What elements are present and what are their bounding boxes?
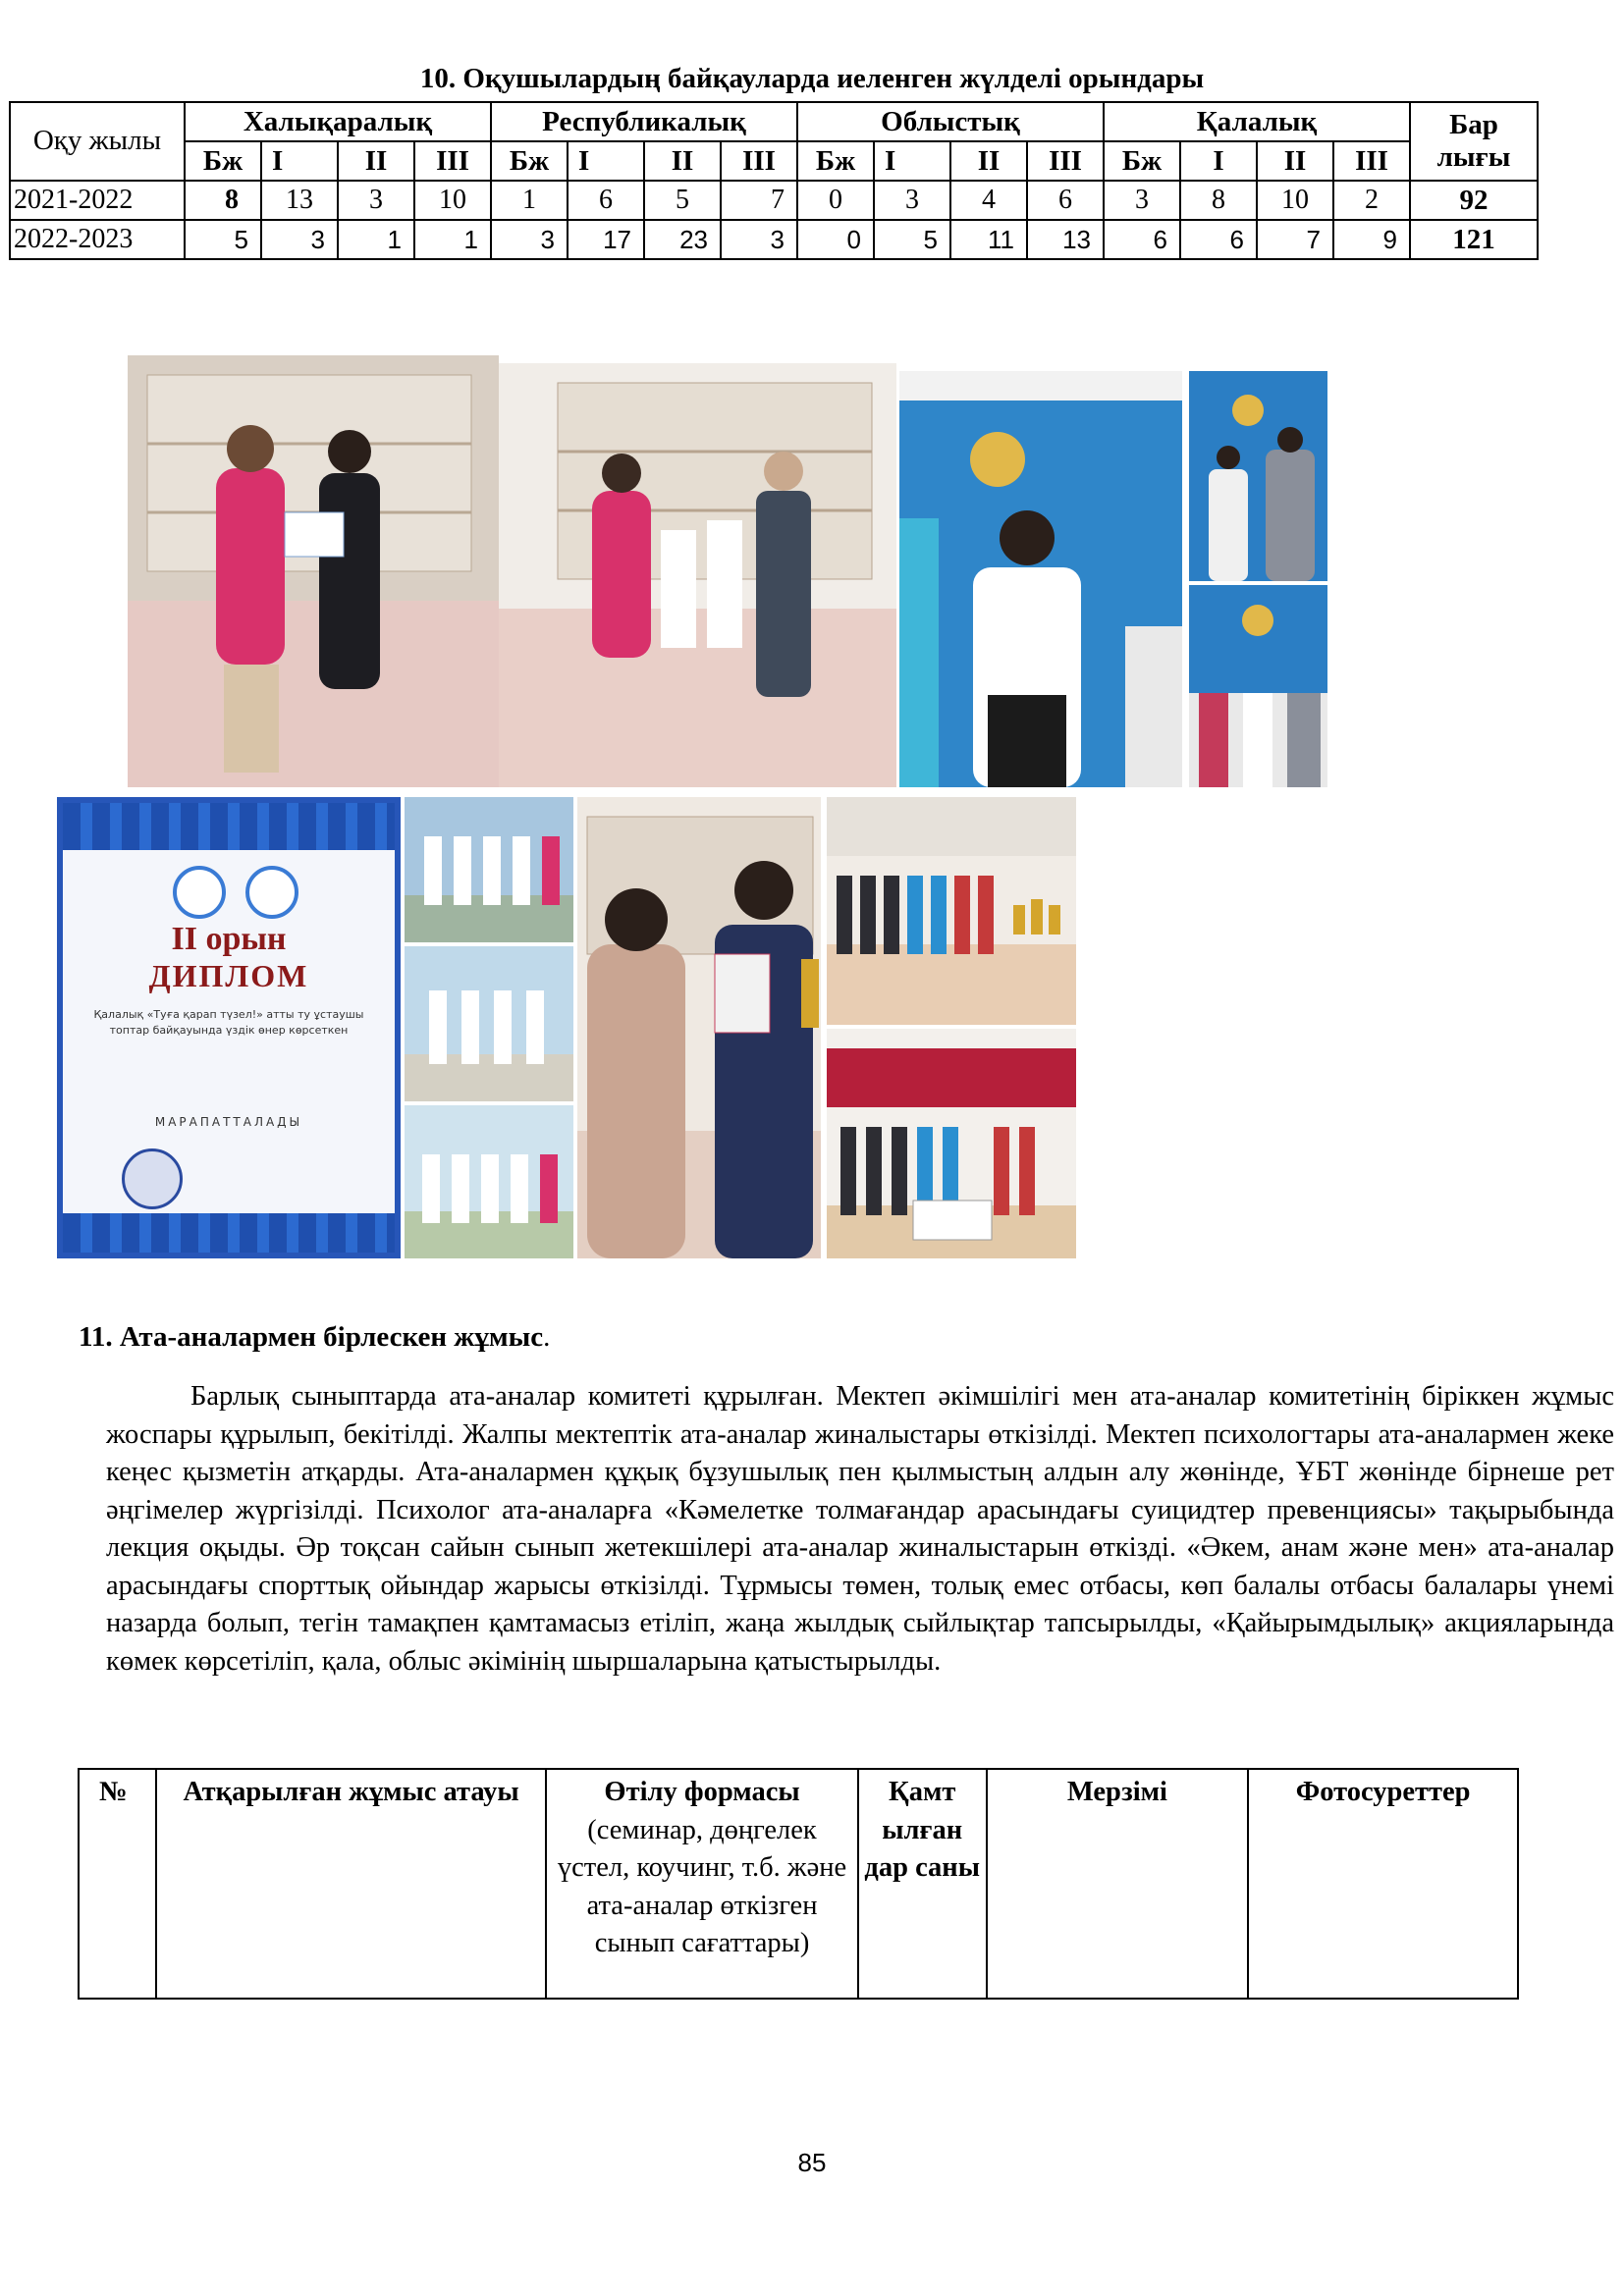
cell: 4 (950, 181, 1027, 220)
diploma-logo-left (173, 866, 226, 919)
header-form-title: Өтілу формасы (604, 1777, 800, 1807)
cell: 9 (1333, 220, 1410, 259)
header-date: Мерзімі (987, 1769, 1249, 1999)
cell: 10 (1257, 181, 1333, 220)
parents-work-table (78, 1768, 1519, 2000)
cell: 3 (338, 181, 414, 220)
cell: 6 (1104, 220, 1180, 259)
diploma-place: II орын (171, 921, 287, 957)
photo-student-medal-flag (899, 371, 1182, 787)
sub-header: I (261, 141, 338, 181)
header-group-international: Халықаралық (185, 102, 491, 141)
page-number: 85 (797, 2148, 827, 2177)
cell: 7 (1257, 220, 1333, 259)
cell: 2 (1333, 181, 1410, 220)
cell: 8 (1180, 181, 1257, 220)
table-row (10, 181, 1538, 220)
sub-header: Бж (185, 141, 261, 181)
sub-header: II (1257, 141, 1333, 181)
sub-header: II (950, 141, 1027, 181)
cell: 3 (1104, 181, 1180, 220)
photo-teacher-boy-trophy (577, 797, 821, 1258)
sub-header: III (414, 141, 491, 181)
cell: 6 (1180, 220, 1257, 259)
photo-flag-bearers-2 (405, 946, 573, 1101)
row-year: 2021-2022 (10, 181, 185, 220)
cell: 1 (338, 220, 414, 259)
sub-header: III (1027, 141, 1104, 181)
cell: 7 (721, 181, 797, 220)
cell: 3 (721, 220, 797, 259)
sub-header: III (1333, 141, 1410, 181)
section-10-title: 10. Оқушылардың байқауларда иеленген жүлделі орындары (419, 63, 1205, 94)
cell: 3 (491, 220, 568, 259)
section-11-title-text: 11. Ата-аналармен бірлескен жұмыс (79, 1321, 544, 1353)
cell: 3 (874, 181, 950, 220)
row-total: 92 (1410, 181, 1538, 220)
table-row (10, 220, 1538, 259)
cell: 0 (797, 220, 874, 259)
header-count: Қамт ылған дар саны (858, 1769, 987, 1999)
sub-header: Бж (797, 141, 874, 181)
sub-header: II (338, 141, 414, 181)
diploma-text: Қалалық «Туға қарап түзел!» атты ту ұстаушы топтар байқауында үздік өнер көрсеткен (93, 1008, 364, 1037)
awards-table (9, 101, 1539, 260)
cell: 8 (185, 181, 261, 220)
header-total: Бар лығы (1410, 102, 1538, 181)
photo-team-stage (827, 1029, 1076, 1258)
header-form-desc: (семинар, дөңгелек үстел, коучинг, т.б. және ата-аналар өткізген сынып сағаттары) (557, 1814, 847, 1958)
cell: 17 (568, 220, 644, 259)
cell: 10 (414, 181, 491, 220)
diploma-award-word: МАРАПАТТАЛАДЫ (154, 1115, 303, 1129)
cell: 11 (950, 220, 1027, 259)
row-total: 121 (1410, 220, 1538, 259)
diploma-top-band (63, 803, 395, 850)
cell: 1 (491, 181, 568, 220)
section-11-title (79, 1321, 550, 1354)
photo-student-teacher-top-right (1189, 371, 1327, 581)
diploma-title: ДИПЛОМ (148, 958, 309, 993)
cell: 23 (644, 220, 721, 259)
header-year: Оқу жылы (10, 102, 185, 181)
header-group-republican: Республикалық (491, 102, 797, 141)
diploma-bottom-band (63, 1213, 395, 1253)
header-num: № (79, 1769, 156, 1999)
cell: 5 (874, 220, 950, 259)
section-11-title-dot: . (543, 1321, 551, 1353)
header-form (546, 1769, 857, 1999)
cell: 5 (644, 181, 721, 220)
diploma-seal (122, 1148, 183, 1209)
cell: 13 (1027, 220, 1104, 259)
sub-header: I (1180, 141, 1257, 181)
cell: 6 (1027, 181, 1104, 220)
diploma-logo-right (245, 866, 298, 919)
cell: 3 (261, 220, 338, 259)
row-year: 2022-2023 (10, 220, 185, 259)
header-photos: Фотосуреттер (1248, 1769, 1518, 1999)
cell: 5 (185, 220, 261, 259)
header-group-regional: Облыстық (797, 102, 1104, 141)
sub-header: II (644, 141, 721, 181)
cell: 1 (414, 220, 491, 259)
header-work-name: Атқарылған жұмыс атауы (156, 1769, 546, 1999)
sub-header: Бж (491, 141, 568, 181)
photo-flag-bearers-3 (405, 1105, 573, 1258)
photo-group-bottom-right (1189, 585, 1327, 787)
cell: 13 (261, 181, 338, 220)
section-11-paragraph: Барлық сыныптарда ата-аналар комитеті құрылған. Мектеп әкімшілігі мен ата-аналар комитетінің біріккен жұмыс жоспары құрылып, бекітілді. Жалпы мектептік ата-аналар жиналыстары өткізілді. Мектеп психологтары ата-аналармен жеке кеңес қызметін атқарды. Ата-аналармен құқық бұзушылық пен қылмыстың алдын алу жөнінде, ҰБТ жөнінде бірнеше рет әңгімелер жүргізілді. Психолог ата-аналарға «Кәмелетке толмағандар арасындағы суицидтер превенциясы» тақырыбында лекция оқыды. Әр тоқсан сайын сынып жетекшілері ата-аналар жиналыстарын өткізді. «Әкем, анам және мен» ата-аналар арасындағы спорттық ойындар жарысы өткізілді. Тұрмысы төмен, толық емес отбасы, көп балалы отбасы балалары үнемі назарда болып, тегін тамақпен қамтамасыз етіліп, жаңа жылдық сыйлықтар тапсырылды, «Қайырымдылық» акцияларында көмек көрсетіліп, қала, облыс әкімінің шыршаларына қатыстырылды. (106, 1381, 1614, 1677)
diploma-image (57, 797, 401, 1258)
sub-header: I (874, 141, 950, 181)
photo-team-trophies (827, 797, 1076, 1025)
cell: 0 (797, 181, 874, 220)
photo-flag-bearers-1 (405, 797, 573, 942)
sub-header: III (721, 141, 797, 181)
photo-teachers-students-group (499, 363, 896, 787)
cell: 6 (568, 181, 644, 220)
header-group-city: Қалалық (1104, 102, 1410, 141)
photo-award-teacher-student (128, 355, 499, 787)
sub-header: I (568, 141, 644, 181)
sub-header: Бж (1104, 141, 1180, 181)
